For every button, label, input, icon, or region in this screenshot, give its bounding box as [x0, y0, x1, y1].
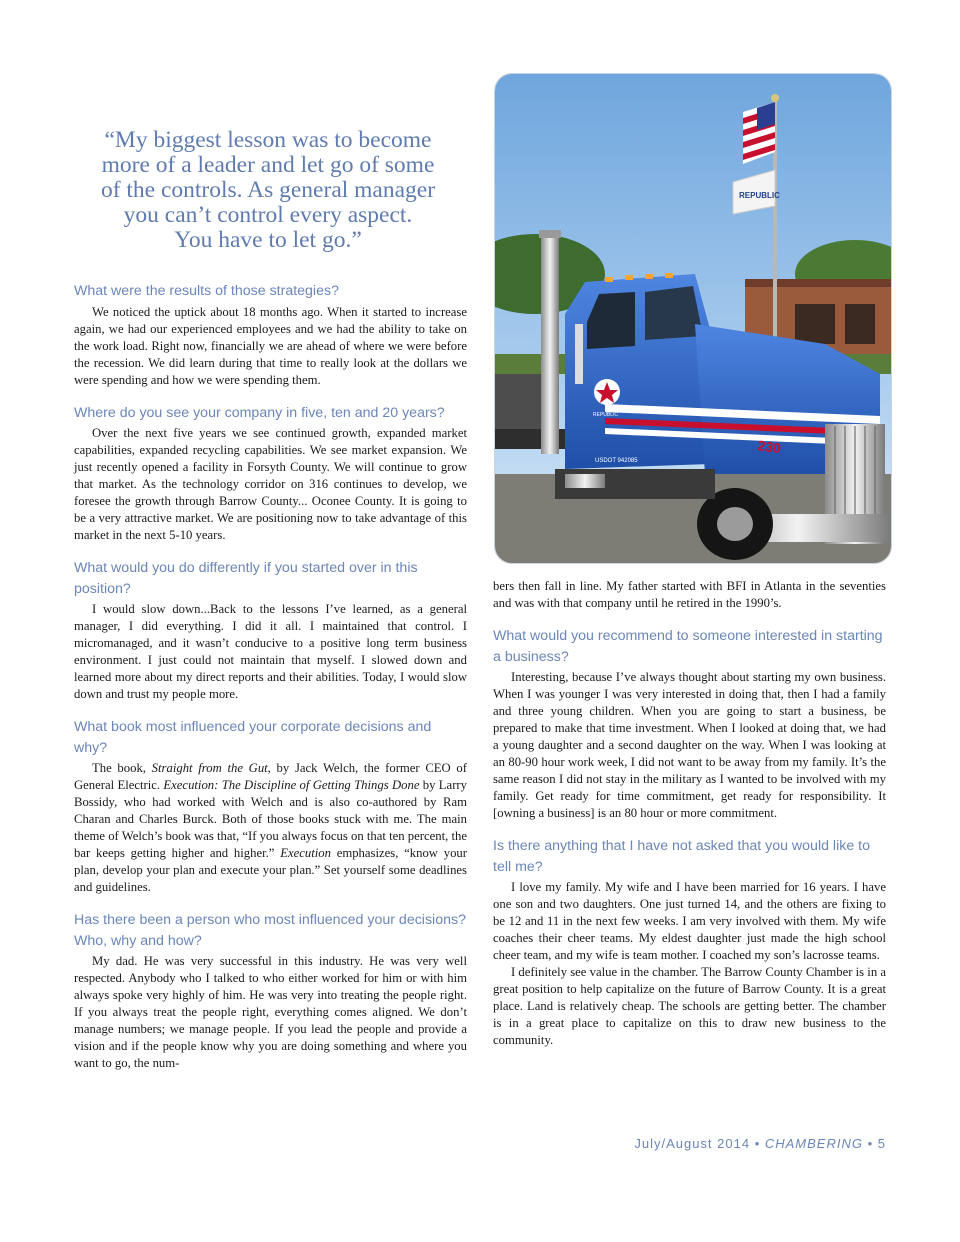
pull-quote: [70, 128, 466, 253]
question-heading: What book most influenced your corporate decisions and why?: [74, 719, 432, 756]
truck-photo: [494, 73, 892, 564]
answer-paragraph: We noticed the uptick about 18 months ago. When it started to increase again, we had our experienced employees and we had the ability to take on the work load. Right now, financially we are ahead of where we were before the recession. We did learn during that time to really look at the dollars we were spending and how we were spending them.: [74, 304, 467, 387]
answer-text: emphasizes, “know your plan, develop your plan and execute your plan.” Set yourself some deadlines and guidelines.: [74, 846, 467, 894]
page-number: 5: [877, 1136, 886, 1151]
answer-paragraph: Interesting, because I’ve always thought about starting my own business. When I was younger I was very interested in doing that, then I had a family and three young children. When you are going to start a business, be prepared to make that time investment. When I looked at doing that, we had a young daughter and a second daughter on the way. When I was looking at an 80-90 hour work week, I did not want to be away from my family. It’s the same reason I did not stay in the military as I wanted to be involved with my family. Get ready for time commitment, get ready for responsibility. It [owning a business] is an 80 hour or more commitment.: [493, 670, 886, 820]
book-title: Straight from the Gut,: [151, 761, 271, 775]
pull-quote-line: more of a leader and let go of some: [101, 152, 435, 178]
answer-paragraph: [74, 760, 467, 896]
footer-separator: •: [862, 1136, 878, 1151]
footer-separator: •: [750, 1136, 765, 1151]
question-heading: What were the results of those strategies?: [74, 283, 339, 299]
answer-paragraph: I love my family. My wife and I have been married for 16 years. I have one son and two daughters. One just turned 14, and the others are fixing to be 12 and 11 in the next few weeks. I am very involved with them. My wife coaches their cheer teams. My eldest daughter just made the high school cheer team, and my wife is team mother. I coached my son’s lacrosse teams.: [493, 880, 886, 962]
pull-quote-line: You have to let go.”: [174, 227, 362, 253]
pull-quote-line: of the controls. As general manager: [100, 177, 436, 203]
question-heading: Is there anything that I have not asked that you would like to tell me?: [493, 838, 870, 875]
question-heading: Where do you see your company in five, ten and 20 years?: [74, 404, 445, 421]
right-column: [493, 578, 886, 1049]
question-heading: What would you do differently if you started over in this position?: [74, 560, 418, 597]
book-title: Execution: The Discipline of Getting Things Done: [163, 778, 420, 792]
publication-name: CHAMBERING: [764, 1136, 863, 1151]
answer-text: by Larry Bossidy, who had worked with Welch and is also co-authored by Ram Charan and Charles Burck. Both of those books stuck with me. The main theme of Welch’s book was that, “If you always focus on that ten percent, the bar keeps getting higher and higher.”: [74, 778, 467, 860]
answer-paragraph: My dad. He was very successful in this industry. He was very well respected. Anybody who I talked to who either worked for him or with him always spoke very highly of him. He was very into treating the people right. If you always treat the people right, everything comes aligned. We don’t manage numbers; we manage people. If you lead the people and provide a vision and if the people know why you are doing something and where you want to go, the num-: [74, 954, 467, 1070]
answer-paragraph: Over the next five years we see continued growth, expanded market capabilities, expanded recycling capabilities. We see market expansion. We just recently opened a facility in Forsyth County. We will continue to grow that market. As the technology corridor on 316 continues to develop, we foresee the growth through Barrow County... Oconee County. It is going to be a very attractive market. We are positioning now to take advantage of this market in the next 5-10 years.: [74, 426, 467, 542]
page-footer: [560, 1136, 886, 1151]
door-text: REPUBLIC: [593, 412, 619, 418]
answer-text: The book,: [92, 761, 152, 775]
question-heading: Has there been a person who most influenced your decisions? Who, why and how?: [74, 912, 466, 949]
book-title: Execution: [280, 846, 331, 860]
answer-text: by Jack Welch, the former CEO of General Electric.: [74, 761, 467, 792]
question-heading: What would you recommend to someone interested in starting a business?: [493, 628, 883, 665]
left-column: [74, 281, 467, 1072]
answer-paragraph: bers then fall in line. My father started with BFI in Atlanta in the seventies and was with that company until he retired in the 1990’s.: [493, 579, 886, 610]
truck-number: 230: [756, 437, 782, 457]
pull-quote-line: you can’t control every aspect.: [123, 202, 413, 228]
flag-text: REPUBLIC: [739, 191, 780, 200]
usdot-text: USDOT 942085: [595, 458, 638, 464]
pull-quote-line: “My biggest lesson was to become: [104, 127, 432, 153]
republic-logo: [593, 379, 620, 418]
issue-date: July/August 2014: [634, 1136, 751, 1151]
truck-illustration: [495, 74, 891, 563]
answer-paragraph: I would slow down...Back to the lessons I’ve learned, as a general manager, I did everything. I did it all. I maintained that control. I micromanaged, and it wasn’t conducive to a positive long term business environment. I just could not maintain that myself. I slowed down and learned more about my direct reports and their abilities. Today, I would slow down and trust my people more.: [74, 602, 467, 701]
answer-paragraph: I definitely see value in the chamber. The Barrow County Chamber is in a great position to help capitalize on the future of Barrow County. It is a great place. Land is relatively cheap. The schools are getting better. The chamber is in a great place to capitalize on this to draw new business to the community.: [493, 965, 886, 1047]
